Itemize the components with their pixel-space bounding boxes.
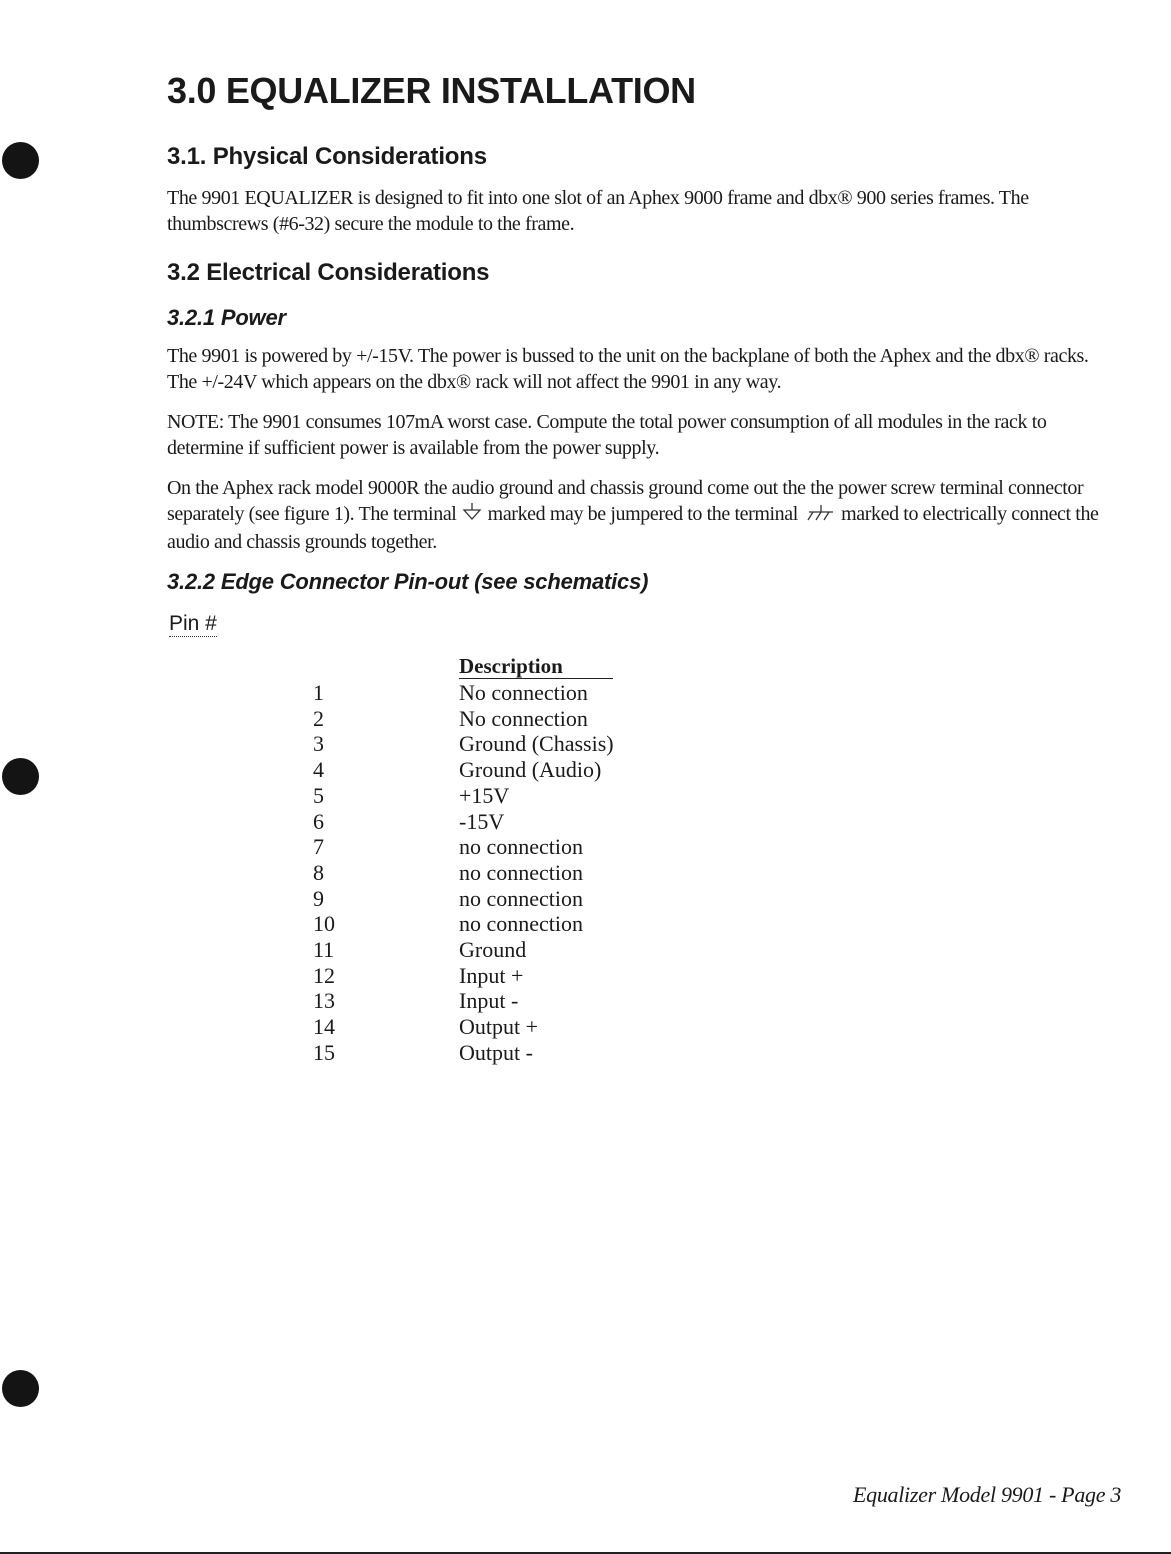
- pin-description: no connection: [459, 885, 584, 911]
- page-title: 3.0 EQUALIZER INSTALLATION: [167, 70, 696, 111]
- table-row: [0, 809, 700, 835]
- pin-description: Output +: [459, 1014, 539, 1040]
- table-row: [0, 886, 700, 912]
- table-row: [0, 860, 700, 886]
- table-row: [0, 963, 700, 989]
- pin-number: 2: [313, 705, 324, 731]
- hole-punch: [2, 142, 39, 179]
- pin-description: Output -: [459, 1039, 533, 1065]
- pin-number: 8: [313, 859, 324, 885]
- table-row: [0, 911, 700, 937]
- hole-punch: [2, 1370, 39, 1407]
- power-text-3c: marked to electrically connect the audio and chassis grounds together.: [167, 503, 1099, 553]
- table-row: [0, 988, 700, 1014]
- description-column-header: Description: [459, 654, 613, 679]
- table-row: [0, 1014, 700, 1040]
- subsection-heading-power: 3.2.1 Power: [167, 305, 286, 330]
- section-heading-physical: 3.1. Physical Considerations: [167, 143, 487, 170]
- pin-number: 5: [313, 782, 324, 808]
- ground-symbol-icon: [461, 502, 483, 529]
- pin-number: 15: [313, 1039, 335, 1065]
- pin-description: Input -: [459, 988, 519, 1014]
- pin-description: +15V: [459, 782, 510, 808]
- pin-description: no connection: [459, 911, 584, 937]
- pin-number: 4: [313, 757, 324, 783]
- pin-number: 11: [313, 937, 335, 962]
- table-row: [0, 757, 700, 783]
- pin-number: 13: [313, 988, 335, 1014]
- pin-description: Input +: [459, 962, 524, 988]
- section-heading-electrical: 3.2 Electrical Considerations: [167, 259, 490, 286]
- power-text-1: The 9901 is powered by +/-15V. The power is bussed to the unit on the backplane of both the Aphex and the dbx® racks. The +/-24V which appears on the dbx® rack will not affect the 9901 in any way.: [167, 345, 1089, 393]
- table-row: [0, 706, 700, 732]
- pin-number: 10: [313, 911, 335, 937]
- page-footer: Equalizer Model 9901 - Page 3: [853, 1482, 1122, 1507]
- pin-description: Ground (Audio): [459, 757, 602, 783]
- physical-text: The 9901 EQUALIZER is designed to fit into one slot of an Aphex 9000 frame and dbx® 900 series frames. The thumbscrews (#6-32) secure the module to the frame.: [167, 187, 1029, 235]
- pin-description: No connection: [459, 705, 588, 731]
- pin-description: Ground: [459, 937, 527, 962]
- pin-column-header: Pin #: [169, 612, 217, 635]
- pin-number: 6: [313, 808, 324, 834]
- table-row: [0, 731, 700, 757]
- table-row: [0, 834, 700, 860]
- power-text-3: [167, 475, 1117, 555]
- pin-description: No connection: [459, 680, 588, 705]
- table-row: [0, 937, 700, 963]
- chassis-ground-symbol-icon: [803, 502, 837, 529]
- pin-number: 1: [313, 680, 324, 705]
- power-text-3a: On the Aphex rack model 9000R the audio ground and chassis ground come out the the power screw terminal connector separately (see figure 1). The terminal: [167, 477, 1084, 525]
- power-text-3b: marked may be jumpered to the terminal: [487, 503, 798, 525]
- pin-description: Ground (Chassis): [459, 731, 614, 757]
- table-row: [0, 1040, 700, 1066]
- table-row: [0, 680, 700, 706]
- pin-description: -15V: [459, 808, 505, 834]
- pin-number: 9: [313, 885, 324, 911]
- pin-number: 7: [313, 834, 324, 860]
- pin-number: 12: [313, 962, 335, 988]
- pin-number: 14: [313, 1014, 335, 1040]
- pin-number: 3: [313, 731, 324, 757]
- pin-description: no connection: [459, 834, 584, 860]
- subsection-heading-edge-connector: 3.2.2 Edge Connector Pin-out (see schematics): [167, 569, 649, 594]
- power-note: NOTE: The 9901 consumes 107mA worst case. Compute the total power consumption of all modules in the rack to determine if sufficient power is available from the power supply.: [167, 411, 1047, 459]
- pin-description: no connection: [459, 859, 584, 885]
- table-row: [0, 783, 700, 809]
